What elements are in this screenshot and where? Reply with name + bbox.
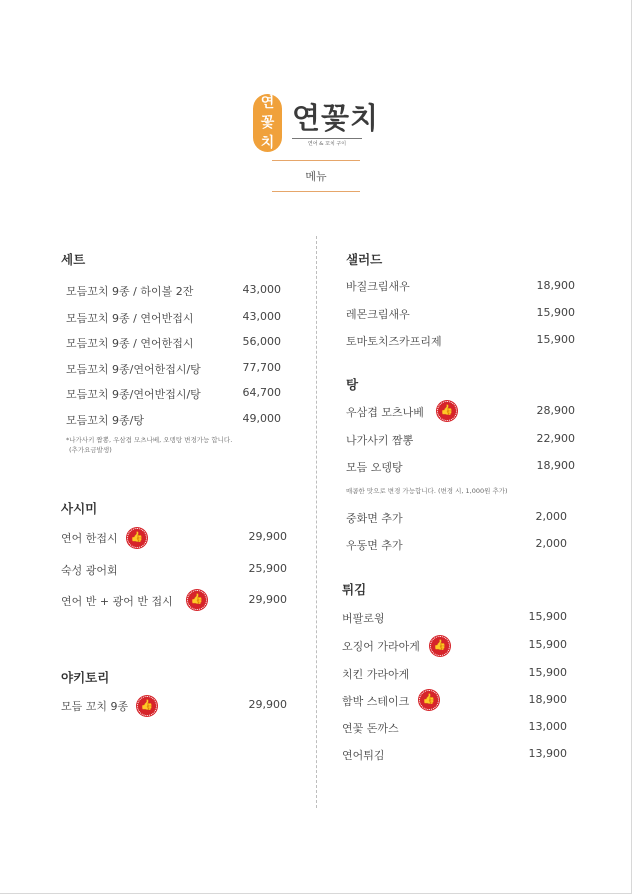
thumbs-up-icon: 👍 (419, 690, 439, 710)
menu-item-name: 모듬꼬치 9종/연어한접시/탕 (66, 363, 201, 376)
menu-item-name: 연꽃 돈까스 (342, 722, 399, 735)
thumbs-up-icon: 👍 (437, 401, 457, 421)
menu-item-price: 15,900 (528, 666, 567, 679)
menu-item-name: 우삼겹 모츠나베 (346, 406, 424, 419)
menu-item-name: 함박 스테이크 (342, 695, 410, 708)
menu-item-price: 15,900 (528, 638, 567, 651)
menu-item-price: 43,000 (242, 310, 281, 323)
logo-title: 연꽃치 (292, 101, 380, 135)
menu-item-name: 버팔로윙 (342, 612, 385, 625)
menu-rule-top (272, 160, 360, 161)
logo-subtitle: 연어 & 꼬치 구이 (292, 138, 362, 147)
menu-item-price: 29,900 (248, 593, 287, 606)
section-heading-yakitori: 야키토리 (61, 670, 110, 685)
menu-item-name: 연어 반 + 광어 반 접시 (61, 595, 173, 608)
menu-item-name: 바질크림새우 (346, 280, 410, 293)
logo-badge-char: 치 (260, 135, 275, 151)
logo-badge (253, 94, 282, 152)
menu-rule-bottom (272, 191, 360, 192)
menu-item-price: 29,900 (248, 698, 287, 711)
menu-item-name: 레몬크림새우 (346, 308, 410, 321)
menu-item-name: 오징어 가라아게 (342, 640, 420, 653)
menu-item-name: 연어튀김 (342, 749, 385, 762)
logo-badge-char: 꽃 (260, 115, 275, 131)
thumbs-up-icon: 👍 (127, 528, 147, 548)
menu-item-price: 18,900 (536, 279, 575, 292)
section-heading-sashimi: 사시미 (61, 501, 98, 516)
menu-item-name: 토마토치즈카프리제 (346, 335, 442, 348)
section-heading-soup: 탕 (346, 377, 359, 392)
soup-note: 매콤한 맛으로 변경 가능합니다. (변경 시, 1,000원 추가) (346, 487, 508, 495)
menu-item-price: 13,000 (528, 720, 567, 733)
menu-item-price: 49,000 (242, 412, 281, 425)
menu-item-name: 모듬꼬치 9종/연어반접시/탕 (66, 388, 201, 401)
menu-item-price: 15,900 (528, 610, 567, 623)
menu-item-price: 2,000 (535, 537, 567, 550)
menu-item-price: 25,900 (248, 562, 287, 575)
thumbs-up-icon: 👍 (187, 590, 207, 610)
menu-item-name: 모듬꼬치 9종/탕 (66, 414, 144, 427)
menu-item-name: 모듬 오뎅탕 (346, 461, 403, 474)
menu-item-price: 13,900 (528, 747, 567, 760)
menu-item-name: 나가사키 짬뽕 (346, 434, 414, 447)
menu-item-price: 18,900 (528, 693, 567, 706)
menu-label: 메뉴 (305, 170, 327, 183)
menu-item-price: 29,900 (248, 530, 287, 543)
menu-item-name: 모듬꼬치 9종 / 연어반접시 (66, 312, 194, 325)
menu-item-price: 28,900 (536, 404, 575, 417)
menu-item-name: 치킨 가라아게 (342, 668, 410, 681)
set-note-surcharge: (추가요금발생) (69, 446, 112, 454)
menu-item-name: 모듬꼬치 9종 / 하이볼 2잔 (66, 285, 194, 298)
menu-item-price: 15,900 (536, 333, 575, 346)
menu-item-price: 56,000 (242, 335, 281, 348)
menu-item-price: 15,900 (536, 306, 575, 319)
menu-item-price: 77,700 (242, 361, 281, 374)
set-note: *나가사키 짬뽕, 우삼겹 모츠나베, 오뎅탕 변경가능 합니다. (66, 436, 233, 444)
menu-item-name: 모듬꼬치 9종 / 연어한접시 (66, 337, 194, 350)
menu-item-name: 우동면 추가 (346, 539, 403, 552)
section-heading-fried: 튀김 (342, 582, 367, 597)
thumbs-up-icon: 👍 (430, 636, 450, 656)
menu-item-price: 18,900 (536, 459, 575, 472)
thumbs-up-icon: 👍 (137, 696, 157, 716)
menu-item-price: 22,900 (536, 432, 575, 445)
menu-item-name: 모듬 꼬치 9종 (61, 700, 129, 713)
menu-item-name: 숙성 광어회 (61, 564, 118, 577)
menu-item-name: 중화면 추가 (346, 512, 403, 525)
menu-item-name: 연어 한접시 (61, 532, 118, 545)
menu-item-price: 64,700 (242, 386, 281, 399)
menu-item-price: 2,000 (535, 510, 567, 523)
column-divider (316, 236, 317, 808)
logo-badge-char: 연 (260, 95, 275, 111)
section-heading-set: 세트 (61, 252, 86, 267)
section-heading-salad: 샐러드 (346, 252, 383, 267)
menu-item-price: 43,000 (242, 283, 281, 296)
